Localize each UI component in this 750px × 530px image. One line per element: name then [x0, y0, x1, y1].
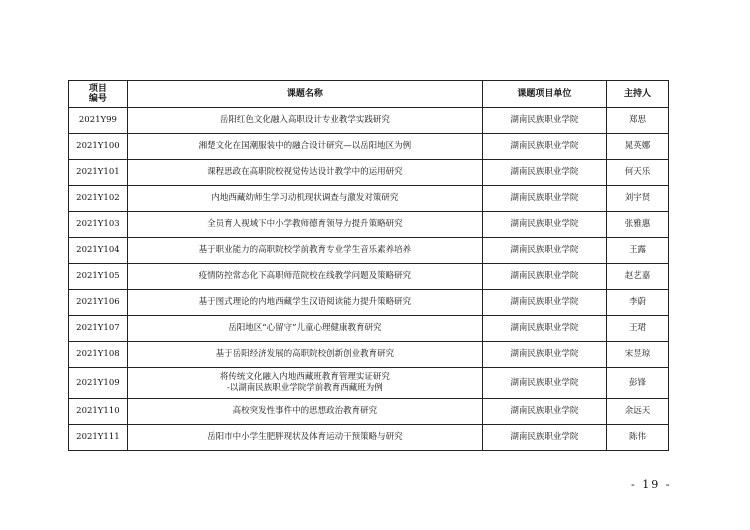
host-cell: 王露: [606, 238, 668, 264]
project-unit-cell: 湖南民族职业学院: [482, 425, 606, 451]
project-name-cell: [127, 399, 482, 425]
project-name-cell: [127, 425, 482, 451]
project-unit-cell: 湖南民族职业学院: [482, 108, 606, 134]
table-row: [69, 399, 669, 425]
project-unit-cell: 湖南民族职业学院: [482, 238, 606, 264]
project-name-cell: [127, 290, 482, 316]
project-name-line: 基于图式理论的内地西藏学生汉语阅读能力提升策略研究: [198, 297, 412, 307]
project-code-cell: 2021Y111: [69, 425, 128, 451]
project-name-cell: [127, 186, 482, 212]
project-name-cell: [127, 134, 482, 160]
project-code-cell: 2021Y108: [69, 342, 128, 368]
host-cell: 何天乐: [606, 160, 668, 186]
project-unit-cell: 湖南民族职业学院: [482, 186, 606, 212]
project-unit-cell: 湖南民族职业学院: [482, 264, 606, 290]
table-row: [69, 290, 669, 316]
project-name-line: 基于岳阳经济发展的高职院校创新创业教育研究: [215, 349, 395, 359]
host-cell: 晁英娜: [606, 134, 668, 160]
project-unit-cell: 湖南民族职业学院: [482, 342, 606, 368]
table-row: [69, 342, 669, 368]
host-cell: 郑思: [606, 108, 668, 134]
project-code-cell: 2021Y102: [69, 186, 128, 212]
project-name-cell: [127, 368, 482, 399]
project-name-line: 岳阳市中小学生肥胖现状及体育运动干预策略与研究: [207, 432, 403, 442]
project-code-cell: 2021Y105: [69, 264, 128, 290]
table-row: [69, 212, 669, 238]
project-name-cell: [127, 342, 482, 368]
project-name-line: 湘楚文化在国潮服装中的融合设计研究—以岳阳地区为例: [198, 141, 412, 151]
project-unit-cell: 湖南民族职业学院: [482, 399, 606, 425]
table-header-row: [69, 81, 669, 108]
table-row: [69, 238, 669, 264]
project-name-line: 岳阳红色文化融入高职设计专业教学实践研究: [219, 115, 390, 125]
project-unit-cell: 湖南民族职业学院: [482, 290, 606, 316]
project-name-line: 岳阳地区“心留守”儿童心理健康教育研究: [228, 323, 382, 333]
table-row: [69, 316, 669, 342]
project-name-line: 高校突发性事件中的思想政治教育研究: [232, 406, 378, 416]
project-unit-cell: 湖南民族职业学院: [482, 134, 606, 160]
host-cell: 李蔚: [606, 290, 668, 316]
table-row: [69, 134, 669, 160]
host-cell: 余远天: [606, 399, 668, 425]
table-row: [69, 108, 669, 134]
project-unit-cell: 湖南民族职业学院: [482, 212, 606, 238]
project-name-line: -以湖南民族职业学院学前教育西藏班为例: [226, 383, 383, 393]
project-table: [68, 80, 669, 451]
project-code-cell: 2021Y104: [69, 238, 128, 264]
table-row: [69, 425, 669, 451]
header-project-code: 项目 编号: [69, 81, 128, 108]
project-name-line: 将传统文化融入内地西藏班教育管理实证研究: [219, 372, 390, 382]
table-row: [69, 264, 669, 290]
project-code-cell: 2021Y100: [69, 134, 128, 160]
project-name-line: 全员育人视域下中小学教师德育领导力提升策略研究: [207, 219, 403, 229]
project-name-cell: [127, 264, 482, 290]
host-cell: 宋昱琼: [606, 342, 668, 368]
table-row: [69, 186, 669, 212]
project-name-cell: [127, 212, 482, 238]
project-name-cell: [127, 238, 482, 264]
host-cell: 王珺: [606, 316, 668, 342]
project-name-line: 课程思政在高职院校视觉传达设计教学中的运用研究: [207, 167, 403, 177]
project-code-cell: 2021Y103: [69, 212, 128, 238]
project-unit-cell: 湖南民族职业学院: [482, 160, 606, 186]
header-host: 主持人: [606, 81, 668, 108]
project-unit-cell: 湖南民族职业学院: [482, 368, 606, 399]
host-cell: 陈伟: [606, 425, 668, 451]
project-unit-cell: 湖南民族职业学院: [482, 316, 606, 342]
project-name-cell: [127, 108, 482, 134]
project-name-line: 基于职业能力的高职院校学前教育专业学生音乐素养培养: [198, 245, 412, 255]
host-cell: 张雅惠: [606, 212, 668, 238]
project-code-cell: 2021Y107: [69, 316, 128, 342]
table-row: [69, 160, 669, 186]
page-number: - 19 -: [631, 478, 672, 491]
host-cell: 刘宇贤: [606, 186, 668, 212]
header-project-unit: 课题项目单位: [482, 81, 606, 108]
project-name-cell: [127, 160, 482, 186]
project-name-cell: [127, 316, 482, 342]
project-code-cell: 2021Y110: [69, 399, 128, 425]
table-body: [69, 108, 669, 451]
project-code-cell: 2021Y106: [69, 290, 128, 316]
project-code-cell: 2021Y99: [69, 108, 128, 134]
table-row: [69, 368, 669, 399]
project-code-cell: 2021Y101: [69, 160, 128, 186]
host-cell: 彭锋: [606, 368, 668, 399]
project-name-line: 内地西藏幼师生学习动机现状调查与激发对策研究: [211, 193, 399, 203]
project-name-line: 疫情防控常态化下高职师范院校在线教学问题及策略研究: [198, 271, 412, 281]
project-code-cell: 2021Y109: [69, 368, 128, 399]
header-project-name: 课题名称: [127, 81, 482, 108]
host-cell: 赵艺嘉: [606, 264, 668, 290]
